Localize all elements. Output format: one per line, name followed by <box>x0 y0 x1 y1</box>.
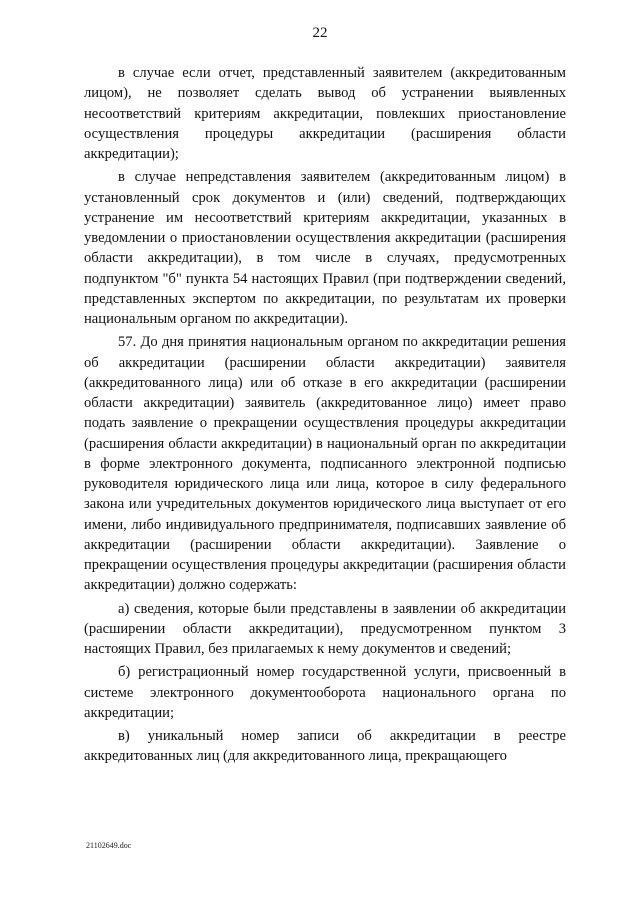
paragraph-non-submission-of-documents: в случае непредставления заявителем (аккредитованным лицом) в установленный срок документов и (или) сведений, подтверждающих устранение им несоответствий критериям аккредитации, указанных в уведомлении о приостановлении осуществления аккредитации (расширения области аккредитации), в том числе в случаях, предусмотренных подпунктом "б" пункта 54 настоящих Правил (при подтверждении сведений, представленных экспертом по аккредитации, по результатам их проверки национальным органом по аккредитации). <box>84 169 566 327</box>
document-body <box>84 63 566 767</box>
paragraph-57-termination-application: 57. До дня принятия национальным органом по аккредитации решения об аккредитации (расширении области аккредитации) заявителя (аккредитованного лица) или об отказе в его аккредитации (расширении области аккредитации) заявитель (аккредитованное лицо) имеет право подать заявление о прекращении осуществления процедуры аккредитации (расширения области аккредитации) в национальный орган по аккредитации в форме электронного документа, подписанного электронной подписью руководителя юридического лица или лица, которое в силу федерального закона или учредительных документов юридического лица выступает от его имени, либо индивидуального предпринимателя, подписавших заявление об аккредитации (расширении области аккредитации). Заявление о прекращении осуществления процедуры аккредитации (расширения области аккредитации) должно содержать: <box>84 334 566 594</box>
paragraph-report-not-allowing-conclusion: в случае если отчет, представленный заявителем (аккредитованным лицом), не позволяет сделать вывод об устранении выявленных несоответствий критериям аккредитации, повлекших приостановление осуществления процедуры аккредитации (расширения области аккредитации); <box>84 65 566 162</box>
list-item-a-information: а) сведения, которые были представлены в заявлении об аккредитации (расширении области аккредитации), предусмотренном пунктом 3 настоящих Правил, без прилагаемых к нему документов и сведений; <box>84 600 566 657</box>
list-item-v-unique-record-number: в) уникальный номер записи об аккредитации в реестре аккредитованных лиц (для аккредитованного лица, прекращающего <box>84 728 566 765</box>
footer-file-code: 21102649.doc <box>86 841 132 850</box>
list-item-b-registration-number: б) регистрационный номер государственной услуги, присвоенный в системе электронного документооборота национального органа по аккредитации; <box>84 664 566 721</box>
page-number: 22 <box>312 25 328 41</box>
